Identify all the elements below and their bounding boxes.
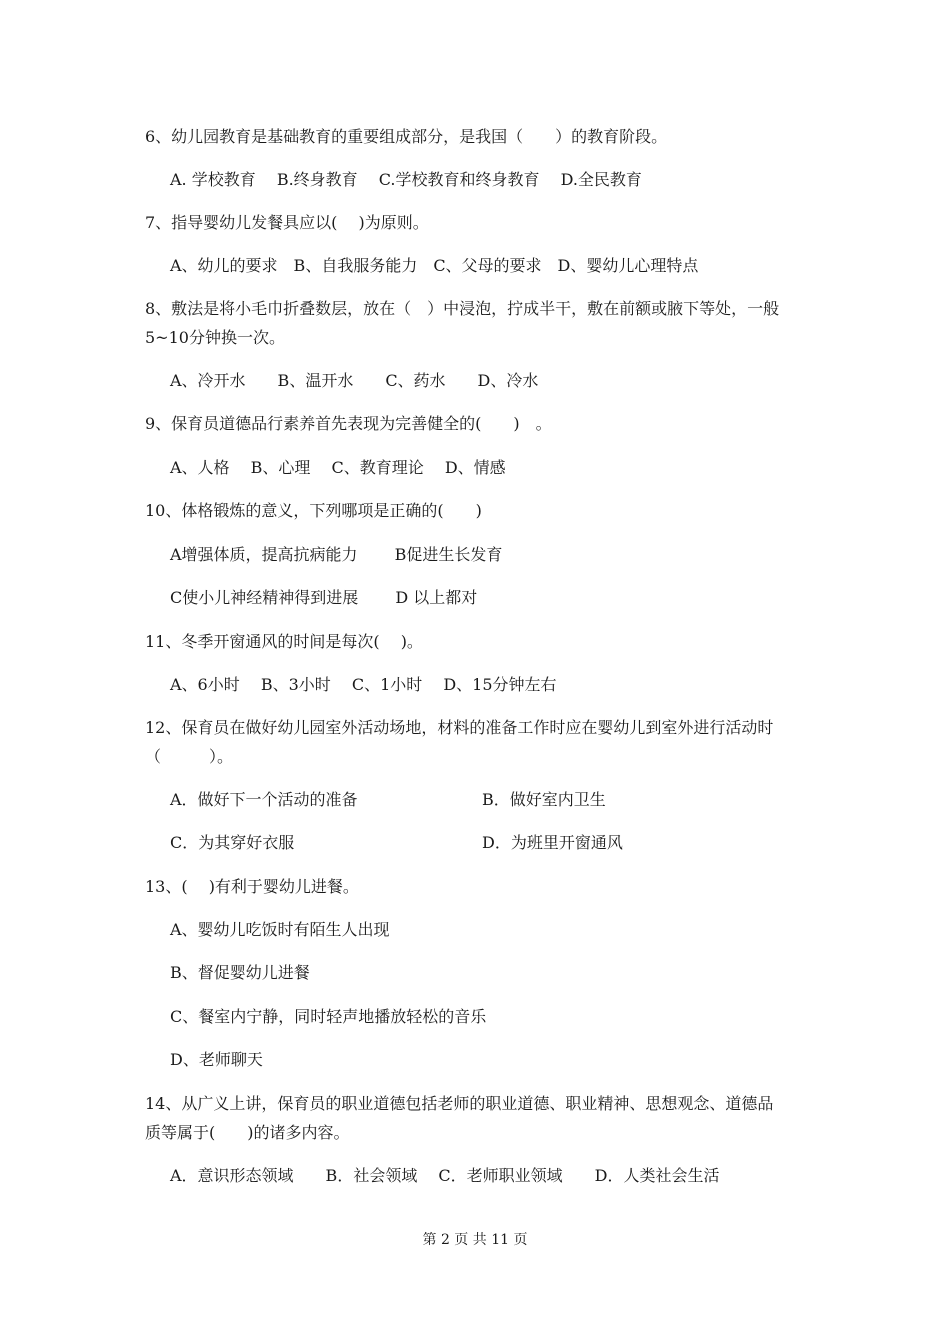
question-14-options: A．意识形态领域 B．社会领域 C．老师职业领域 D．人类社会生活 bbox=[170, 1166, 720, 1185]
question-12-option-c: C．为其穿好衣服 bbox=[170, 833, 295, 852]
question-10-stem: 10、体格锻炼的意义，下列哪项是正确的( ) bbox=[145, 501, 482, 520]
question-9-options: A、人格 B、心理 C、教育理论 D、情感 bbox=[170, 458, 506, 477]
question-12-stem-line1: 12、保育员在做好幼儿园室外活动场地，材料的准备工作时应在婴幼儿到室外进行活动时 bbox=[145, 718, 774, 737]
question-12-stem-line2: （ ）。 bbox=[145, 747, 234, 766]
question-10-options-line1: A增强体质，提高抗病能力 B促进生长发育 bbox=[170, 545, 503, 564]
question-7-stem: 7、指导婴幼儿发餐具应以( )为原则。 bbox=[145, 213, 429, 232]
question-10-options-line2: C使小儿神经精神得到进展 D 以上都对 bbox=[170, 588, 478, 607]
question-8-stem-line1: 8、敷法是将小毛巾折叠数层，放在（ ）中浸泡，拧成半干，敷在前额或腋下等处，一般 bbox=[145, 299, 780, 318]
question-8-options: A、冷开水 B、温开水 C、药水 D、冷水 bbox=[170, 371, 539, 390]
page-footer: 第 2 页 共 11 页 bbox=[422, 1232, 528, 1248]
question-12-option-d: D．为班里开窗通风 bbox=[482, 833, 623, 852]
question-7-options: A、幼儿的要求 B、自我服务能力 C、父母的要求 D、婴幼儿心理特点 bbox=[170, 256, 699, 275]
question-11-stem: 11、冬季开窗通风的时间是每次( )。 bbox=[145, 632, 423, 651]
question-13-option-b: B、督促婴幼儿进餐 bbox=[170, 963, 310, 982]
question-13-option-a: A、婴幼儿吃饭时有陌生人出现 bbox=[170, 920, 390, 939]
question-8-stem-line2: 5~10分钟换一次。 bbox=[145, 328, 285, 347]
question-13-stem: 13、( )有利于婴幼儿进餐。 bbox=[145, 877, 359, 896]
question-6-options: A. 学校教育 B.终身教育 C.学校教育和终身教育 D.全民教育 bbox=[170, 170, 642, 189]
question-6-stem: 6、幼儿园教育是基础教育的重要组成部分，是我国（ ）的教育阶段。 bbox=[145, 127, 668, 146]
question-12-option-a: A．做好下一个活动的准备 bbox=[170, 790, 358, 809]
question-12-option-b: B．做好室内卫生 bbox=[482, 790, 606, 809]
question-13-option-c: C、餐室内宁静，同时轻声地播放轻松的音乐 bbox=[170, 1007, 487, 1026]
question-11-options: A、6小时 B、3小时 C、1小时 D、15分钟左右 bbox=[170, 675, 557, 694]
question-14-stem-line1: 14、从广义上讲，保育员的职业道德包括老师的职业道德、职业精神、思想观念、道德品 bbox=[145, 1094, 774, 1113]
question-9-stem: 9、保育员道德品行素养首先表现为完善健全的( ) 。 bbox=[145, 414, 552, 433]
question-14-stem-line2: 质等属于( )的诸多内容。 bbox=[145, 1123, 350, 1142]
question-13-option-d: D、老师聊天 bbox=[170, 1050, 263, 1069]
